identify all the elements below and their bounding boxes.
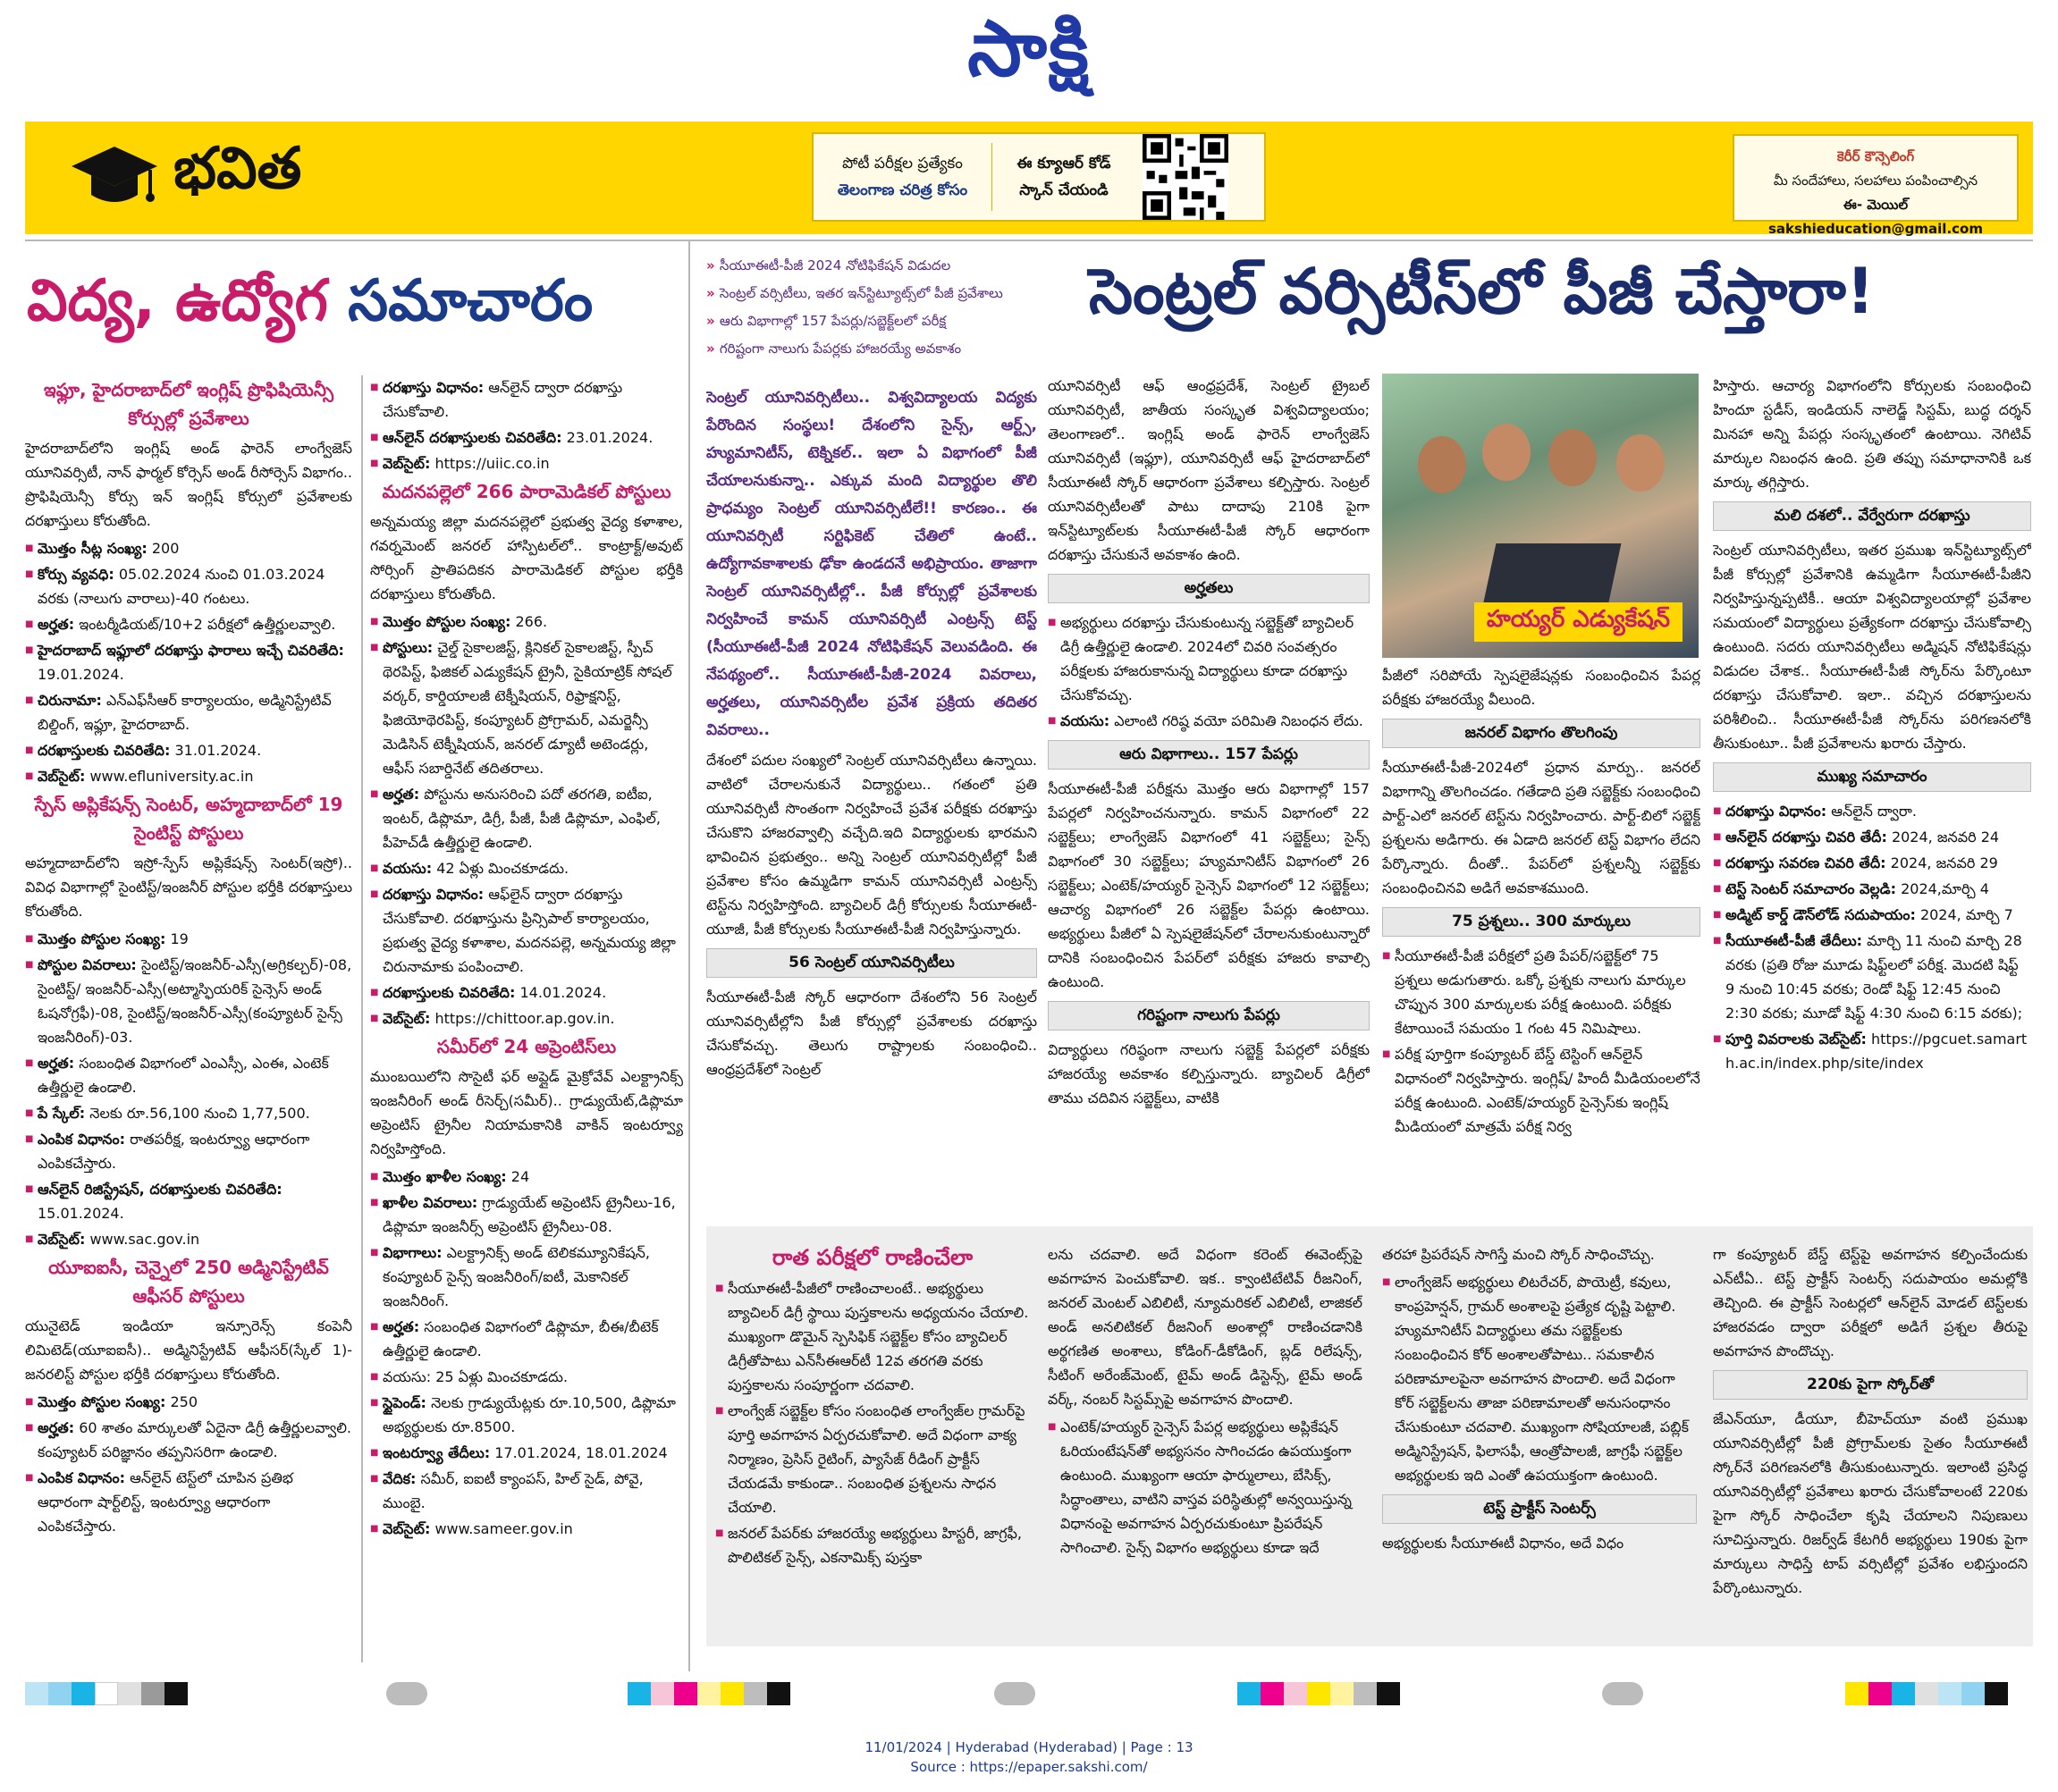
info-item: ■ ఇంటర్వ్యూ తేదీలు: 17.01.2024, 18.01.2024 — [370, 1441, 683, 1465]
registration-mark — [1602, 1682, 1643, 1705]
section-title-part1: విద్య, ఉద్యోగ — [27, 268, 328, 334]
article-text: అన్నమయ్య జిల్లా మదనపల్లెలో ప్రభుత్వ వైద్య కళాశాల, గవర్నమెంట్ జనరల్ హాస్పిటల్‌లో.. కాంట్రాక్ట్/అవుట్ సోర్సింగ్ ప్రాతిపదికన పారామెడికల్ పోస్టుల భర్తీకి దరఖాస్తులు కోరుతోంది. — [370, 513, 683, 602]
info-item: ■ సీయూఈటీ-పీజీ పరీక్షలో ప్రతి పేపర్/సబ్జెక్ట్‌లో 75 ప్రశ్నలు అడుగుతారు. ఒక్కో ప్రశ్నకు నాలుగు మార్కుల చొప్పున 300 మార్కులకు పరీక్ష ఉంటుంది. పరీక్షకు కేటాయించే సమయం 1 గంట 45 నిమిషాలు. — [1382, 944, 1700, 1040]
article-text: సీయూఈటీ-పీజీ పరీక్షను మొత్తం ఆరు విభాగాల్లో 157 పేపర్లలో నిర్వహించనున్నారు. కామన్ విభాగంలో 22 సబ్జెక్ట్‌లు; లాంగ్వేజెస్ విభాగంలో 41 సబ్జెక్ట్‌లు; సైన్స్ విభాగంలో 30 సబ్జెక్ట్‌లు; హ్యుమానిటీస్ విభాగంలో 26 సబ్జెక్ట్‌లు; ఎంటెక్/హయ్యర్ సైన్సెస్ విభాగంలో 12 సబ్జెక్ట్‌లు; ఆచార్య విభాగంలో 26 సబ్జెక్ట్‌ల పేపర్లు ఉంటాయి. అభ్యర్థులు పీజీలో ఏ స్పెషలైజేషన్‌లో చేరాలనుకుంటున్నారో దానికి సంబంధించిన పేపర్‌లో పరీక్షకు హాజరు కావాల్సి ఉంటుంది. — [1048, 780, 1370, 990]
info-item: ■ వయసు: 42 ఏళ్లు మించకూడదు. — [370, 856, 683, 880]
info-item: ■ అభ్యర్థులు దరఖాస్తు చేసుకుంటున్న సబ్జెక్ట్‌తో బ్యాచిలర్ డిగ్రీ ఉత్తీర్ణులై ఉండాలి. 2024లో చివరి సంవత్సరం పరీక్షలకు హాజరుకానున్న విద్యార్థులు కూడా దరఖాస్తు చేసుకోవచ్చు. — [1048, 610, 1370, 707]
tips-column-2 — [1048, 1242, 1362, 1641]
tips-column-1 — [715, 1242, 1030, 1641]
info-item: ■ పోస్టుల వివరాలు: సైంటిస్ట్/ఇంజనీర్-ఎస్సీ(అగ్రికల్చర్)-08, సైంటిస్ట్/ ఇంజనీర్-ఎస్సీ(అట్మాస్ఫియరిక్ సైన్సెస్ అండ్ ఓషనోగ్రఫీ)-08, సైంటిస్ట్/ఇంజనీర్-ఎస్సీ(కంప్యూటర్ సైన్స్ ఇంజనీరింగ్)-03. — [25, 953, 352, 1049]
article-text: యూనివర్సిటీ ఆఫ్ ఆంధ్రప్రదేశ్, సెంట్రల్ ట్రైబల్ యూనివర్సిటీ, జాతీయ సంస్కృత విశ్వవిద్యాలయం; తెలంగాణలో.. ఇంగ్లిష్ అండ్ ఫారెన్ లాంగ్వేజెస్ యూనివర్సిటీ (ఇఫ్లూ), యూనివర్సిటీ ఆఫ్ హైదరాబాద్‌లో సీయూఈటీ స్కోర్ ఆధారంగా ప్రవేశాలు కల్పిస్తారు. సెంట్రల్ యూనివర్సిటీలతో పాటు దాదాపు 210కి పైగా ఇన్‌స్టిట్యూట్‌లకు సీయూఈటీ-పీజీ స్కోర్ ఆధారంగా దరఖాస్తు చేసుకునే అవకాశం ఉంది. — [1048, 377, 1370, 563]
article-heading: సమీర్‌లో 24 అప్రెంటిస్‌లు — [436, 1036, 617, 1057]
tips-heading: రాత పరీక్షలో రాణించేలా — [772, 1245, 974, 1270]
info-item: ■ ఆన్‌లైన్ రిజిస్ట్రేషన్, దరఖాస్తులకు చివరితేది: 15.01.2024. — [25, 1177, 352, 1225]
info-item: ■ జనరల్ పేపర్‌కు హాజరయ్యే అభ్యర్థులు హిస్టరీ, జాగ్రఫీ, పొలిటికల్ సైన్స్, ఎకనామిక్స్ పుస్తకా — [715, 1521, 1030, 1569]
section-title — [27, 268, 593, 348]
qr-promo-line: ఈ క్యూఆర్ కోడ్ — [1016, 155, 1111, 172]
article-heading: యూఐఐసీ, చెన్నైలో 250 అడ్మినిస్ట్రేటివ్ ఆఫీసర్ పోస్టులు — [48, 1257, 329, 1307]
info-item: ■ పే స్కేల్: నెలకు రూ.56,100 నుంచి 1,77,500. — [25, 1101, 352, 1125]
qr-promo-line: స్కాన్ చేయండి — [1019, 181, 1109, 199]
info-item: ■ లాంగ్వేజెస్ అభ్యర్థులు లిటరేచర్, పొయెట్రీ, కవులు, కాంప్రహెన్షన్, గ్రామర్ అంశాలపై ప్రత్యేక దృష్టి పెట్టాలి. హ్యుమానిటీస్ విద్యార్థులు తమ సబ్జెక్ట్‌లకు సంబంధించిన కోర్ అంశాలతోపాటు.. సమకాలీన పరిణామాలపైనా అవగాహన పొందాలి. అదే విధంగా కోర్ సబ్జెక్ట్‌లను తాజా పరిణామాలతో అనుసంధానం చేసుకుంటూ చదవాలి. ముఖ్యంగా సోషియాలజీ, పబ్లిక్ అడ్మినిస్ట్రేషన్, ఫిలాసఫీ, ఆంత్రోపాలజీ, జాగ్రఫీ సబ్జెక్ట్‌ల అభ్యర్థులకు ఇది ఎంతో ఉపయుక్తంగా ఉంటుంది. — [1382, 1270, 1697, 1487]
info-item: ■ వయసు: ఎలాంటి గరిష్ఠ వయో పరిమితి నిబంధన లేదు. — [1048, 709, 1370, 733]
article-text: గా కంప్యూటర్ బేస్డ్ టెస్ట్‌పై అవగాహన కల్పించేందుకు ఎన్‌టీఏ.. టెస్ట్ ప్రాక్టీస్ సెంటర్స్ సదుపాయం అమల్లోకి తెచ్చింది. ఈ ప్రాక్టీస్ సెంటర్లలో ఆన్‌లైన్ మోడల్ టెస్ట్‌లకు హాజరవడం ద్వారా పరీక్షలో అడిగే ప్రశ్నల తీరుపై అవగాహన పొందొచ్చు. — [1713, 1246, 2028, 1359]
info-item: ■ అడ్మిట్ కార్డ్ డౌన్‌లోడ్ సదుపాయం: 2024, మార్చి 7 — [1713, 903, 2031, 927]
footer-date-line: 11/01/2024 | Hyderabad (Hyderabad) | Page : 13 — [865, 1739, 1193, 1755]
article-text: పీజీలో సరిపోయే స్పెషలైజేషన్లకు సంబంధించిన పేపర్ల పరీక్షకు హాజరయ్యే వీలుంది. — [1382, 667, 1700, 708]
bullet-item: » గరిష్టంగా నాలుగు పేపర్లకు హాజరయ్యే అవకాశం — [706, 335, 1082, 363]
bullet-item: » ఆరు విభాగాల్లో 157 పేపర్లు/సబ్జెక్ట్‌లలో పరీక్ష — [706, 307, 1082, 335]
subheading: మలి దశలో.. వేర్వేరుగా దరఖాస్తు — [1713, 501, 2031, 531]
masthead — [0, 0, 2058, 116]
subheading: గరిష్టంగా నాలుగు పేపర్లు — [1048, 1001, 1370, 1031]
article-text: అహ్మదాబాద్‌లోని ఇస్రో-స్పేస్ అప్లికేషన్స్ సెంటర్(ఇస్రో).. వివిధ విభాగాల్లో సైంటిస్ట్/ఇంజనీర్ పోస్టుల భర్తీకి దరఖాస్తులు కోరుతోంది. — [25, 854, 352, 920]
career-title: కెరీర్ కౌన్సెలింగ్ — [1836, 148, 1915, 164]
info-item: ■ దరఖాస్తు విధానం: ఆఫ్‌లైన్ ద్వారా దరఖాస్తు చేసుకోవాలి. దరఖాస్తును ప్రిన్సిపాల్ కార్యాలయం, ప్రభుత్వ వైద్య కళాశాల, మదనపల్లె, అన్నమయ్య జిల్లా చిరునామాకు పంపించాలి. — [370, 882, 683, 979]
info-item: ■ అర్హత: 60 శాతం మార్కులతో ఏదైనా డిగ్రీ ఉత్తీర్ణులవ్వాలి. కంప్యూటర్ పరిజ్ఞానం తప్పనిసరిగా ఉండాలి. — [25, 1416, 352, 1464]
student-face — [1548, 429, 1597, 486]
qr-promo-left — [814, 143, 992, 211]
article-heading: ఇఫ్లూ, హైదరాబాద్‌లో ఇంగ్లిష్ ప్రొఫిషియెన్సీ కోర్సుల్లో ప్రవేశాలు — [44, 379, 333, 429]
main-headline: సెంట్రల్ వర్సిటీస్‌లో పీజీ చేస్తారా! — [1089, 255, 1875, 328]
info-item[interactable]: ■ వెబ్‌సైట్: https://chittoor.ap.gov.in. — [370, 1006, 683, 1031]
registration-mark — [386, 1682, 427, 1705]
sakshi-logo: సాక్షి — [967, 4, 1091, 94]
subheading: 75 ప్రశ్నలు.. 300 మార్కులు — [1382, 907, 1700, 937]
subheading: టెస్ట్ ప్రాక్టీస్ సెంటర్స్ — [1382, 1494, 1697, 1524]
student-face — [1418, 436, 1466, 493]
info-item: ■ వేదిక: సమీర్, ఐఐటీ క్యాంపస్, హిల్ సైడ్, పోవై, ముంబై. — [370, 1467, 683, 1515]
info-item: ■ లాంగ్వేజ్ సబ్జెక్ట్‌ల కోసం సంబంధిత లాంగ్వేజ్‌ల గ్రామర్‌పై పూర్తి అవగాహన ఏర్పరచుకోవాలి. అదే విధంగా వాక్య నిర్మాణం, ప్రెసిస్ రైటింగ్, ప్యాసేజ్ రీడింగ్ ప్రాక్టీస్ చేయడమే కాకుండా.. సంబంధిత ప్రశ్నలను సాధన చేయాలి. — [715, 1399, 1030, 1519]
jobs-column-1 — [25, 375, 352, 1671]
student-face — [1616, 434, 1665, 492]
info-item[interactable]: ■ వెబ్‌సైట్: www.sameer.gov.in — [370, 1517, 683, 1541]
info-item[interactable]: ■ వెబ్‌సైట్: www.efluniversity.ac.in — [25, 764, 352, 788]
info-item: ■ మొత్తం సీట్ల సంఖ్య: 200 — [25, 536, 352, 560]
tips-column-4 — [1713, 1242, 2028, 1641]
info-item: ■ దరఖాస్తు విధానం: ఆన్‌లైన్ ద్వారా. — [1713, 799, 2031, 823]
info-item: ■ ఎంపిక విధానం: రాతపరీక్ష, ఇంటర్వ్యూ ఆధారంగా ఎంపికచేస్తారు. — [25, 1127, 352, 1175]
bhavita-title: భవిత — [173, 135, 302, 202]
info-item: ■ మొత్తం పోస్టుల సంఖ్య: 250 — [25, 1390, 352, 1414]
info-item: ■ అర్హత: సంబంధిత విభాగంలో డిప్లొమా, బీఈ/బీటెక్ ఉత్తీర్ణులై ఉండాలి. — [370, 1315, 683, 1363]
subheading: 56 సెంట్రల్ యూనివర్సిటీలు — [706, 948, 1037, 978]
article-heading: మదనపల్లెలో 266 పారామెడికల్ పోస్టులు — [382, 481, 671, 502]
info-item: ■ దరఖాస్తు సవరణ చివరి తేదీ: 2024, జనవరి 29 — [1713, 851, 2031, 875]
info-item: ■ ఖాళీల వివరాలు: గ్రాడ్యుయేట్ అప్రెంటిస్ ట్రైనీలు-16, డిప్లొమా ఇంజనీర్స్ అప్రెంటిస్ ట్రైనీలు-08. — [370, 1190, 683, 1239]
info-item: ■ అర్హత: పోస్టును అనుసరించి పదో తరగతి, ఐటీఐ, ఇంటర్, డిప్లొమా, డిగ్రీ, పీజీ, పీజీ డిప్లొమా, ఎంఫిల్, పీహెచ్‌డీ ఉత్తీర్ణులై ఉండాలి. — [370, 782, 683, 854]
subheading: ఆరు విభాగాలు.. 157 పేపర్లు — [1048, 740, 1370, 770]
info-item: ■ ఎంటెక్/హయ్యర్ సైన్సెస్ పేపర్ల అభ్యర్థులు అప్లికేషన్ ఓరియంటేషన్‌తో అభ్యసనం సాగించడం ఉపయుక్తంగా ఉంటుంది. ముఖ్యంగా ఆయా ఫార్ములాలు, బేసిక్స్, సిద్ధాంతాలు, వాటిని వాస్తవ పరిస్థితుల్లో అన్వయిస్తున్న విధానంపై అవగాహన ఏర్పరచుకుంటూ ప్రిపరేషన్ సాగించాలి. సైన్స్ విభాగం అభ్యర్థులు కూడా ఇదే — [1048, 1415, 1362, 1560]
qr-promo-line: పోటీ పరీక్షల ప్రత్యేకం — [842, 155, 963, 172]
article-column-6 — [1713, 374, 2031, 1217]
page-footer — [0, 1737, 2058, 1777]
info-item: ■ ఆన్‌లైన్ దరఖాస్తు చివరి తేదీ: 2024, జనవరి 24 — [1713, 825, 2031, 849]
qr-promo-line: తెలంగాణ చరిత్ర కోసం — [837, 181, 968, 199]
info-item[interactable]: ■ వెబ్‌సైట్: www.sac.gov.in — [25, 1227, 352, 1251]
info-item: ■ పోస్టులు: చైల్డ్ సైకాలజిస్ట్, క్లినికల్ సైకాలజిస్ట్, స్పీచ్ థెరపిస్ట్, ఫిజికల్ ఎడ్యుకేషన్ ట్రైనీ, సైకియాట్రిక్ సోషల్ వర్కర్, కార్డియాలజీ టెక్నీషియన్, రిఫ్రాక్షనిస్ట్, ఫిజియోథెరపిస్ట్, కంప్యూటర్ ప్రోగ్రామర్, ఎమర్జెన్సీ మెడిసిన్ టెక్నీషియన్, జనరల్ డ్యూటీ అటెండర్లు, ఆఫీస్ సబార్డినేట్ తదితరాలు. — [370, 635, 683, 780]
bhavita-section-label — [70, 130, 301, 220]
jobs-column-2 — [370, 375, 683, 1671]
info-item: ■ అర్హత: ఇంటర్మీడియట్/10+2 పరీక్షలో ఉత్తీర్ణులవ్వాలి. — [25, 612, 352, 636]
info-item: ■ దరఖాస్తు విధానం: ఆన్‌లైన్ ద్వారా దరఖాస్తు చేసుకోవాలి. — [370, 375, 683, 424]
info-item: ■ ఎంపిక విధానం: ఆన్‌లైన్ టెస్ట్‌లో చూపిన ప్రతిభ ఆధారంగా షార్ట్‌లిస్ట్, ఇంటర్వ్యూ ఆధారంగా ఎంపికచేస్తారు. — [25, 1466, 352, 1538]
article-text: సీయూఈటీ-పీజీ స్కోర్ ఆధారంగా దేశంలోని 56 సెంట్రల్ యూనివర్సిటీల్లోని పీజీ కోర్సుల్లో ప్రవేశాలకు దరఖాస్తు చేసుకోవచ్చు. తెలుగు రాష్ట్రాలకు సంబంధించి.. ఆంధ్రప్రదేశ్‌లో సెంట్రల్ — [706, 989, 1037, 1078]
article-text: హిస్తారు. ఆచార్య విభాగంలోని కోర్సులకు సంబంధించి హిందూ స్టడీస్, ఇండియన్ నాలెడ్జ్ సిస్టమ్, బుద్ధ దర్శన్ మినహా అన్ని పేపర్లు సంస్కృతంలో ఉంటాయి. నెగిటివ్ మార్కుల నిబంధన ఉంది. ప్రతి తప్పు సమాధానానికి ఒక మార్కు తగ్గిస్తారు. — [1713, 377, 2031, 491]
info-item: ■ సీయూఈటీ-పీజీ తేదీలు: మార్చి 11 నుంచి మార్చి 28 వరకు (ప్రతి రోజు మూడు షిఫ్ట్‌లలో పరీక్ష. మొదటి షిఫ్ట్ 9 నుంచి 10:45 వరకు; రెండో షిఫ్ట్ 12:45 నుంచి 2:30 వరకు; మూడో షిఫ్ట్ 4:30 నుంచి 6:15 వరకు); — [1713, 929, 2031, 1025]
info-item: ■ సీయూఈటీ-పీజీలో రాణించాలంటే.. అభ్యర్థులు బ్యాచిలర్ డిగ్రీ స్థాయి పుస్తకాలను అధ్యయనం చేయాలి. ముఖ్యంగా డొమైన్ స్పెసిఫిక్ సబ్జెక్ట్‌ల కోసం బ్యాచిలర్ డిగ్రీతోపాటు ఎన్‌సీఈఆర్‌టీ 12వ తరగతి వరకు పుస్తకాలను సంపూర్ణంగా చదవాలి. — [715, 1276, 1030, 1397]
article-text: సీయూఈటీ-పీజీ-2024లో ప్రధాన మార్పు.. జనరల్ విభాగాన్ని తొలగించడం. గతేడాది ప్రతి సబ్జెక్ట్‌కు సంబంధించి పార్ట్-ఎలో జనరల్ టెస్ట్‌ను నిర్వహించారు. పార్ట్-బిలో సబ్జెక్ట్ ప్రశ్నలను అడిగారు. ఈ ఏడాది జనరల్ టెస్ట్ విభాగం లేదని పేర్కొన్నారు. దీంతో.. పేపర్‌లో ప్రశ్నలన్నీ సబ్జెక్ట్‌కు సంబంధించినవి అడిగే అవకాశముంది. — [1382, 759, 1700, 896]
qr-promo-mid — [992, 143, 1135, 211]
career-subtitle: మీ సందేహాలు, సలహాలు పంపించాల్సిన — [1773, 172, 1978, 189]
graduation-cap-icon — [70, 130, 159, 220]
tips-column-3 — [1382, 1242, 1697, 1641]
info-item[interactable]: ■ వెబ్‌సైట్: https://uiic.co.in — [370, 451, 683, 475]
article-text: దేశంలో పదుల సంఖ్యలో సెంట్రల్ యూనివర్సిటీలు ఉన్నాయి. వాటిలో చేరాలనుకునే విద్యార్థులు.. గతంలో ప్రతి యూనివర్సిటీ సొంతంగా నిర్వహించే ప్రవేశ పరీక్షకు దరఖాస్తు చేసుకొని హాజరవ్వాల్సి వచ్చేది.ఇది విద్యార్థులకు భారమని భావించిన ప్రభుత్వం.. అన్ని సెంట్రల్ యూనివర్సిటీల్లో పీజీ ప్రవేశాల కోసం ఉమ్మడిగా కామన్ యూనివర్సిటీ ఎంట్రన్స్ టెస్ట్‌ను నిర్వహిస్తోంది. బ్యాచిలర్ డిగ్రీ కోర్సులకు సీయూఈటీ-యూజీ, పీజీ కోర్సులకు సీయూఈటీ-పీజీ నిర్వహిస్తున్నారు. — [706, 752, 1037, 938]
article-intro: సెంట్రల్ యూనివర్సిటీలు.. విశ్వవిద్యాలయ విద్యకు పేరొందిన సంస్థలు! దేశంలోని సైన్స్, ఆర్ట్స్, హ్యుమానిటీస్, టెక్నికల్.. ఇలా ఏ విభాగంలో పీజీ చేయాలనుకున్నా.. ఎక్కువ మంది విద్యార్థుల తొలి ప్రాధమ్యం సెంట్రల్ యూనివర్సిటీలే!! కారణం.. ఈ యూనివర్సిటీ సర్టిఫికెట్ చేతిలో ఉంటే.. ఉద్యోగావకాశాలకు ఢోకా ఉండదనే అభిప్రాయం. తాజాగా సెంట్రల్ యూనివర్సిటీల్లో.. పీజీ కోర్సుల్లో ప్రవేశాలకు నిర్వహించే కామన్ యూనివర్సిటీ ఎంట్రన్స్ టెస్ట్ (సీయూఈటీ-పీజీ 2024 నోటిఫికేషన్ వెలువడింది. ఈ నేపథ్యంలో.. సీయూఈటీ-పీజీ-2024 వివరాలు, అర్హతలు, యూనివర్సిటీల ప్రవేశ ప్రక్రియ తదితర వివరాలు.. — [706, 389, 1037, 739]
info-item: ■ కోర్సు వ్యవధి: 05.02.2024 నుంచి 01.03.2024 వరకు (నాలుగు వారాలు)-40 గంటలు. — [25, 562, 352, 610]
subheading: అర్హతలు — [1048, 574, 1370, 603]
career-counselling-box — [1733, 134, 2019, 237]
info-item: ■ పరీక్ష పూర్తిగా కంప్యూటర్ బేస్డ్ టెస్టింగ్ ఆన్‌లైన్ విధానంలో నిర్వహిస్తారు. ఇంగ్లిష్/ హిందీ మీడియంలలోనే పరీక్ష ఉంటుంది. ఎంటెక్/హయ్యర్ సైన్సెస్‌కు ఇంగ్లిష్ మీడియంలో మాత్రమే పరీక్ష నిర్వ — [1382, 1042, 1700, 1139]
bullet-item: » సెంట్రల్ వర్సిటీలు, ఇతర ఇన్‌స్టిట్యూట్స్‌లో పీజీ ప్రవేశాలు — [706, 280, 1082, 307]
article-heading: స్పేస్ అప్లికేషన్స్ సెంటర్, అహ్మదాబాద్‌లో 19 సైంటిస్ట్ పోస్టులు — [34, 794, 343, 844]
article-text: లను చదవాలి. అదే విధంగా కరెంట్ ఈవెంట్స్‌పై అవగాహన పెంచుకోవాలి. ఇక.. క్వాంటిటేటివ్ రీజనింగ్, జనరల్ మెంటల్ ఎబిలిటీ, న్యూమరికల్ ఎబిలిటీ, లాజికల్ అండ్ అనలిటికల్ రీజనింగ్ అంశాల్లో రాణించడానికి అర్థగణిత అంశాలు, కోడింగ్-డీకోడింగ్, బ్లడ్ రిలేషన్స్, సీటింగ్ అరేంజ్‌మెంట్, టైమ్ అండ్ డిస్టెన్స్, టైమ్ అండ్ వర్క్, నంబర్ సిస్టమ్స్‌పై అవగాహన పొందాలి. — [1048, 1246, 1362, 1408]
info-item: ■ ఆన్‌లైన్ దరఖాస్తులకు చివరితేది: 23.01.2024. — [370, 425, 683, 450]
info-item: ■ దరఖాస్తులకు చివరితేది: 31.01.2024. — [25, 738, 352, 762]
column-divider — [361, 375, 363, 1662]
headline-bullets — [706, 252, 1082, 363]
subheading: ముఖ్య సమాచారం — [1713, 762, 2031, 792]
info-item: ■ అర్హత: సంబంధిత విభాగంలో ఎంఎస్సీ, ఎంఈ, ఎంటెక్ ఉత్తీర్ణులై ఉండాలి. — [25, 1051, 352, 1099]
info-item: ■ వయసు: 25 ఏళ్లు మించకూడదు. — [370, 1365, 683, 1389]
color-registration-bar — [1237, 1682, 1400, 1705]
article-text: హైదరాబాద్‌లోని ఇంగ్లిష్ అండ్ ఫారెన్ లాంగ్వేజెస్ యూనివర్సిటీ, నాన్ ఫార్మల్ కోర్సెస్ అండ్ రీసోర్సెస్ విభాగం.. ప్రొఫిషియెన్సీ కోర్సు ఇన్ ఇంగ్లిష్ కోర్సులో ప్రవేశాలకు దరఖాస్తులు కోరుతోంది. — [25, 440, 352, 529]
footer-source-link[interactable]: Source : https://epaper.sakshi.com/ — [910, 1759, 1148, 1775]
info-item: ■ మొత్తం పోస్టుల సంఖ్య: 19 — [25, 927, 352, 951]
article-text: యునైటెడ్ ఇండియా ఇన్సూరెన్స్ కంపెనీ లిమిటెడ్(యూఐఐసీ).. అడ్మినిస్ట్రేటివ్ ఆఫీసర్(స్కేల్ 1)-జనరలిస్ట్ పోస్టుల భర్తీకి దరఖాస్తులు కోరుతోంది. — [25, 1317, 352, 1383]
laptop-icon — [1483, 543, 1622, 606]
article-column-3 — [706, 384, 1037, 1216]
article-text: జేఎన్‌యూ, డీయూ, బీహెచ్‌యూ వంటి ప్రముఖ యూనివర్సిటీల్లో పీజీ ప్రోగ్రామ్‌లకు సైతం సీయూఈటీ స్కోర్‌నే పరిగణనలోకి తీసుకుంటున్నారు. ఇలాంటి ప్రసిద్ధ యూనివర్సిటీల్లో ప్రవేశాలు ఖరారు చేసుకోవాలంటే 220కు పైగా స్కోర్ సాధించేలా కృషి చేయాలని నిపుణులు సూచిస్తున్నారు. రిజర్వ్‌డ్ కేటగిరీ అభ్యర్థులు 190కు పైగా మార్కులు సాధిస్తే టాప్ వర్సిటీల్లో ప్రవేశం లభిస్తుందని పేర్కొంటున్నారు. — [1713, 1410, 2028, 1596]
info-item: ■ విభాగాలు: ఎలక్ట్రానిక్స్ అండ్ టెలికమ్యూనికేషన్, కంప్యూటర్ సైన్స్ ఇంజనీరింగ్/ఐటీ, మెకానికల్ ఇంజనీరింగ్. — [370, 1241, 683, 1313]
info-item: ■ చిరునామా: ఎన్ఎఫ్‌సీఆర్ కార్యాలయం, అడ్మినిస్ట్రేటివ్ బిల్డింగ్, ఇఫ్లూ, హైదరాబాద్. — [25, 688, 352, 736]
bhavita-banner — [25, 122, 2033, 237]
qr-promo-box — [812, 132, 1266, 222]
article-text: సెంట్రల్ యూనివర్సిటీలు, ఇతర ప్రముఖ ఇన్‌స్టిట్యూట్స్‌లో పీజీ కోర్సుల్లో ప్రవేశానికి ఉమ్మడిగా సీయూఈటీ-పీజీని నిర్వహిస్తున్నప్పటికీ.. ఆయా విశ్వవిద్యాలయాల్లో ప్రవేశాల సమయంలో విద్యార్థులు ప్రత్యేకంగా దరఖాస్తు చేసుకోవాల్సి ఉంటుంది. సదరు యూనివర్సిటీలు అడ్మిషన్ నోటిఫికేషన్లు విడుదల చేశాక.. సీయూఈటీ-పీజీ స్కోర్‌ను పేర్కొంటూ దరఖాస్తు చేసుకోవాలి. ఇలా.. వచ్చిన దరఖాస్తులను పరిశీలించి.. సీయూఈటీ-పీజీ స్కోర్‌ను పరిగణనలోకి తీసుకుంటూ.. పీజీ ప్రవేశాలను ఖరారు చేస్తారు. — [1713, 542, 2031, 752]
subheading: 220కు పైగా స్కోర్‌తో — [1713, 1370, 2028, 1400]
article-text: ముంబయిలోని సొసైటీ ఫర్ అప్లైడ్ మైక్రోవేవ్ ఎలక్ట్రానిక్స్ ఇంజనీరింగ్ అండ్ రీసెర్చ్(సమీర్).. గ్రాడ్యుయేట్,డిప్లొమా అప్రెంటిస్ ట్రైనీల నియామకానికి వాకిన్ ఇంటర్వ్యూ నిర్వహిస్తోంది. — [370, 1068, 683, 1157]
qr-code-icon[interactable] — [1143, 134, 1228, 220]
info-item: ■ మొత్తం పోస్టుల సంఖ్య: 266. — [370, 610, 683, 634]
subheading: జనరల్ విభాగం తొలగింపు — [1382, 719, 1700, 748]
banner-rule — [25, 240, 2033, 241]
article-text: తరహా ప్రిపరేషన్ సాగిస్తే మంచి స్కోర్ సాధించొచ్చు. — [1382, 1246, 1655, 1263]
bullet-item: » సీయూఈటీ-పీజీ 2024 నోటిఫికేషన్ విడుదల — [706, 252, 1082, 280]
section-title-part2: సమాచారం — [348, 268, 594, 334]
article-column-5 — [1382, 663, 1700, 1217]
info-item: ■ హైదరాబాద్ ఇఫ్లూలో దరఖాస్తు ఫారాలు ఇచ్చే చివరితేది: 19.01.2024. — [25, 638, 352, 686]
info-item: ■ దరఖాస్తులకు చివరితేది: 14.01.2024. — [370, 980, 683, 1005]
column-divider — [688, 241, 690, 1671]
career-email[interactable]: ఈ- మెయిల్ sakshieducation@gmail.com — [1768, 197, 1983, 237]
color-registration-bar — [1845, 1682, 2008, 1705]
info-item: ■ టెస్ట్ సెంటర్ సమాచారం వెల్లడి: 2024,మార్చి 4 — [1713, 877, 2031, 901]
photo-tag: హయ్యర్ ఎడ్యుకేషన్ — [1474, 602, 1683, 642]
article-text: అభ్యర్థులకు సీయూఈటీ విధానం, అదే విధం — [1382, 1535, 1624, 1552]
article-column-4 — [1048, 374, 1370, 1214]
color-registration-bar — [25, 1682, 188, 1705]
info-item[interactable]: ■ పూర్తి వివరాలకు వెబ్‌సైట్: https://pgcuet.samarth.ac.in/index.php/site/index — [1713, 1027, 2031, 1075]
article-text: విద్యార్థులు గరిష్ఠంగా నాలుగు సబ్జెక్ట్ పేపర్లలో పరీక్షకు హాజరయ్యే అవకాశం కల్పిస్తున్నారు. బ్యాచిలర్ డిగ్రీలో తాము చదివిన సబ్జెక్ట్‌లు, వాటికి — [1048, 1041, 1370, 1106]
info-item: ■ మొత్తం ఖాళీల సంఖ్య: 24 — [370, 1165, 683, 1189]
registration-mark — [994, 1682, 1035, 1705]
students-photo — [1382, 374, 1699, 658]
student-face — [1482, 424, 1531, 481]
info-item: ■ స్టైపెండ్: నెలకు గ్రాడ్యుయేట్లకు రూ.10,500, డిప్లొమా అభ్యర్థులకు రూ.8500. — [370, 1391, 683, 1439]
color-registration-bar — [628, 1682, 790, 1705]
